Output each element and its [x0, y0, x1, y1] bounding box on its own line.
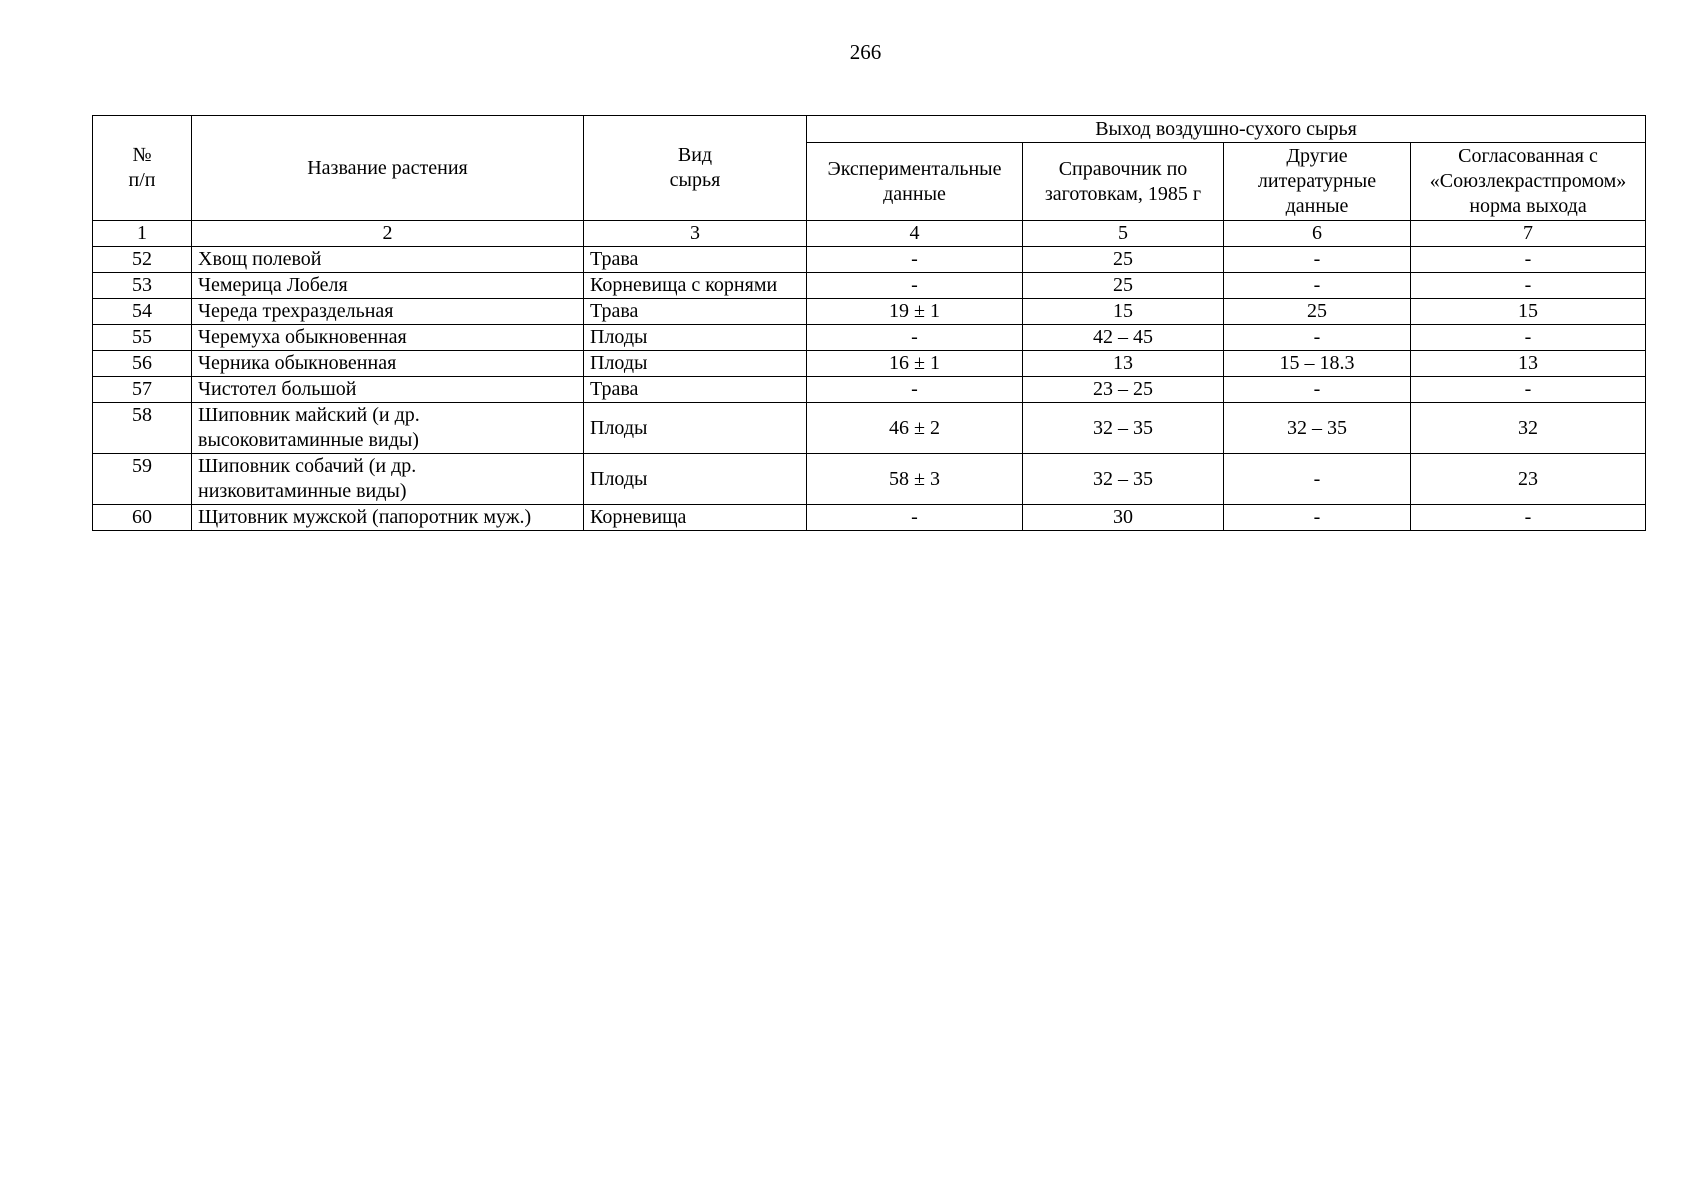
column-number: 4	[807, 221, 1023, 247]
row-other: -	[1224, 325, 1411, 351]
row-material: Трава	[584, 247, 807, 273]
header-material	[584, 116, 807, 221]
header-handbook-line2: заготовкам, 1985 г	[1044, 182, 1202, 205]
row-handbook: 13	[1023, 351, 1224, 377]
header-handbook	[1023, 143, 1224, 221]
row-plant-name-line2: высоковитаминные виды)	[198, 429, 419, 451]
row-experimental: 19 ± 1	[807, 299, 1023, 325]
header-handbook-line1: Справочник по	[1058, 157, 1188, 180]
header-experimental-line2: данные	[883, 182, 946, 205]
column-number: 5	[1023, 221, 1224, 247]
row-other: -	[1224, 377, 1411, 403]
header-agreed-line3: норма выхода	[1469, 195, 1587, 217]
row-other: -	[1224, 273, 1411, 299]
column-number: 7	[1411, 221, 1646, 247]
row-agreed: -	[1411, 325, 1646, 351]
row-agreed: -	[1411, 377, 1646, 403]
row-agreed: -	[1411, 247, 1646, 273]
row-experimental: -	[807, 505, 1023, 531]
row-agreed: 15	[1411, 299, 1646, 325]
row-other: -	[1224, 247, 1411, 273]
table-row	[93, 505, 1646, 531]
header-experimental-line1: Экспериментальные	[827, 157, 1002, 180]
header-agreed-line1: Согласованная с	[1458, 145, 1598, 167]
table-row	[93, 454, 1646, 505]
row-material: Трава	[584, 377, 807, 403]
row-handbook: 25	[1023, 273, 1224, 299]
column-number: 6	[1224, 221, 1411, 247]
row-handbook: 30	[1023, 505, 1224, 531]
row-handbook: 32 – 35	[1023, 403, 1224, 454]
row-material: Плоды	[584, 403, 807, 454]
row-experimental: 16 ± 1	[807, 351, 1023, 377]
table-row	[93, 299, 1646, 325]
column-number: 3	[584, 221, 807, 247]
row-material: Корневища	[584, 505, 807, 531]
header-group-yield: Выход воздушно-сухого сырья	[807, 116, 1646, 143]
row-num: 55	[93, 325, 192, 351]
row-plant-name: Чемерица Лобеля	[192, 273, 584, 299]
header-num	[93, 116, 192, 221]
table-row	[93, 273, 1646, 299]
row-handbook: 42 – 45	[1023, 325, 1224, 351]
header-other-line2: литературные	[1257, 170, 1377, 192]
row-agreed: -	[1411, 505, 1646, 531]
row-num: 60	[93, 505, 192, 531]
row-experimental: -	[807, 247, 1023, 273]
header-agreed-line2: «Союзлекрастпромом»	[1429, 170, 1627, 192]
row-plant-name-line2: низковитаминные виды)	[198, 480, 407, 502]
column-number: 2	[192, 221, 584, 247]
row-handbook: 32 – 35	[1023, 454, 1224, 505]
column-number: 1	[93, 221, 192, 247]
table-row	[93, 377, 1646, 403]
row-plant-name: Черемуха обыкновенная	[192, 325, 584, 351]
row-handbook: 25	[1023, 247, 1224, 273]
header-experimental	[807, 143, 1023, 221]
row-other: 32 – 35	[1224, 403, 1411, 454]
row-material: Плоды	[584, 325, 807, 351]
table-row	[93, 351, 1646, 377]
row-plant-name: Щитовник мужской (папоротник муж.)	[192, 505, 584, 531]
row-plant-name	[192, 454, 584, 505]
row-plant-name: Черника обыкновенная	[192, 351, 584, 377]
page-number: 266	[849, 40, 882, 64]
header-material-line1: Вид	[677, 144, 713, 166]
table-row	[93, 403, 1646, 454]
row-other: 15 – 18.3	[1224, 351, 1411, 377]
row-num: 54	[93, 299, 192, 325]
row-handbook: 15	[1023, 299, 1224, 325]
row-num: 52	[93, 247, 192, 273]
header-material-line2: сырья	[669, 169, 721, 191]
row-material: Плоды	[584, 351, 807, 377]
row-plant-name-line1: Шиповник собачий (и др.	[198, 455, 417, 477]
row-num: 59	[93, 454, 192, 505]
row-other: -	[1224, 505, 1411, 531]
row-num: 57	[93, 377, 192, 403]
row-num: 58	[93, 403, 192, 454]
row-plant-name-line1: Шиповник майский (и др.	[198, 404, 420, 426]
row-experimental: -	[807, 273, 1023, 299]
header-plant-name: Название растения	[192, 116, 584, 221]
header-other-line3: данные	[1285, 195, 1349, 217]
header-other	[1224, 143, 1411, 221]
row-plant-name: Чистотел большой	[192, 377, 584, 403]
row-material: Плоды	[584, 454, 807, 505]
header-other-line1: Другие	[1286, 145, 1348, 167]
row-plant-name: Череда трехраздельная	[192, 299, 584, 325]
row-agreed: 13	[1411, 351, 1646, 377]
row-experimental: 58 ± 3	[807, 454, 1023, 505]
header-agreed	[1411, 143, 1646, 221]
row-material: Трава	[584, 299, 807, 325]
row-other: 25	[1224, 299, 1411, 325]
row-other: -	[1224, 454, 1411, 505]
row-agreed: 23	[1411, 454, 1646, 505]
row-material: Корневища с корнями	[584, 273, 807, 299]
table-row	[93, 325, 1646, 351]
row-experimental: -	[807, 377, 1023, 403]
row-plant-name: Хвощ полевой	[192, 247, 584, 273]
row-handbook: 23 – 25	[1023, 377, 1224, 403]
row-num: 56	[93, 351, 192, 377]
header-num-line2: п/п	[128, 169, 156, 191]
row-agreed: 32	[1411, 403, 1646, 454]
table-row	[93, 247, 1646, 273]
row-experimental: 46 ± 2	[807, 403, 1023, 454]
column-number-row	[93, 221, 1646, 247]
row-experimental: -	[807, 325, 1023, 351]
row-plant-name	[192, 403, 584, 454]
row-agreed: -	[1411, 273, 1646, 299]
header-num-line1: №	[132, 144, 152, 166]
row-num: 53	[93, 273, 192, 299]
plant-yield-table	[92, 115, 1646, 531]
